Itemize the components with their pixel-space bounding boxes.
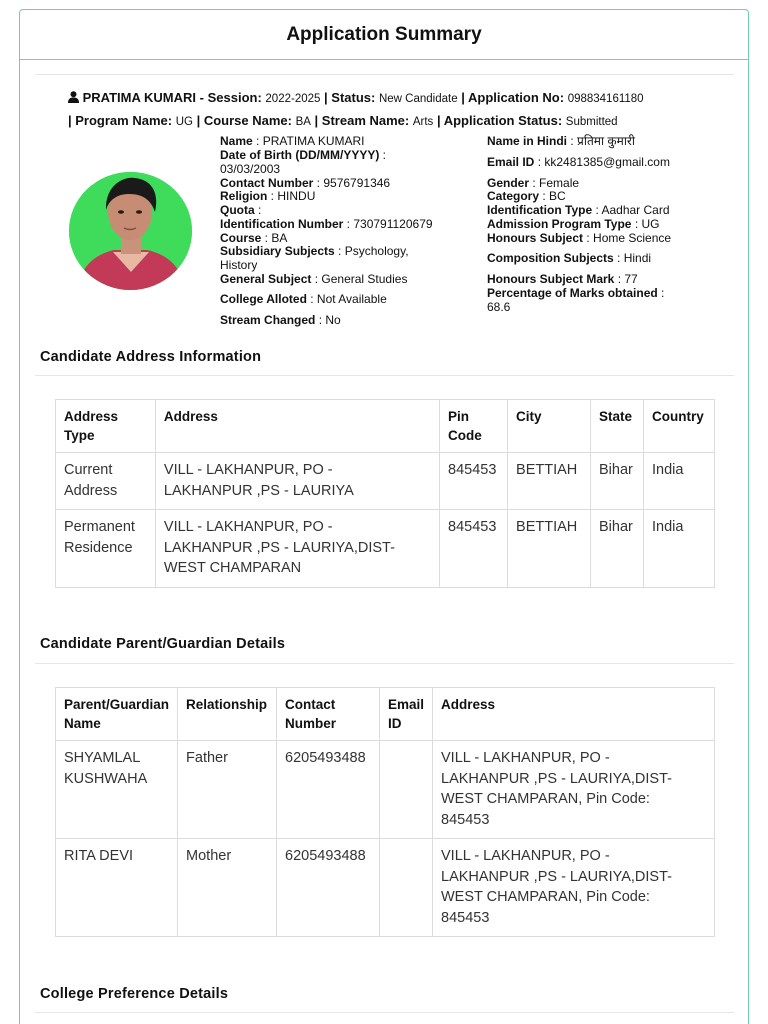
session-value: 2022-2025 — [265, 93, 321, 105]
college-section-title: College Preference Details — [40, 986, 229, 1002]
info-college: College Alloted : Not Available — [220, 292, 387, 306]
info-name: Name : PRATIMA KUMARI — [220, 134, 365, 148]
info-course: Course : BA — [220, 231, 288, 245]
table-row — [56, 510, 715, 588]
cell-relationship: Father — [178, 741, 277, 839]
parent-table — [55, 687, 715, 937]
application-no-label: Application No: — [468, 90, 565, 105]
session-label: Session: — [207, 90, 262, 105]
table-header-row — [56, 400, 715, 453]
cell-address: VILL - LAKHANPUR, PO - LAKHANPUR ,PS - LAURIYA,DIST- WEST CHAMPARAN — [155, 510, 439, 588]
info-composition: Composition Subjects : Hindi — [487, 251, 652, 265]
cell-address: VILL - LAKHANPUR, PO - LAKHANPUR ,PS - LAURIYA — [155, 453, 439, 510]
info-email: Email ID : kk2481385@gmail.com — [487, 155, 670, 169]
info-dob: Date of Birth (DD/MM/YYYY) : 03/03/2003 — [220, 148, 387, 176]
info-religion: Religion : HINDU — [220, 189, 316, 203]
cell-relationship: Mother — [178, 839, 277, 937]
divider — [35, 1012, 734, 1013]
info-percentage: Percentage of Marks obtained : 68.6 — [487, 286, 665, 314]
card-header — [20, 10, 748, 60]
cell-parent-name: RITA DEVI — [56, 839, 178, 937]
col-pin-code: Pin Code — [440, 400, 508, 453]
col-state: State — [591, 400, 644, 453]
cell-pin: 845453 — [440, 510, 508, 588]
col-city: City — [508, 400, 591, 453]
info-honours-mark: Honours Subject Mark : 77 — [487, 272, 638, 286]
cell-email — [379, 741, 432, 839]
info-general-subject: General Subject : General Studies — [220, 272, 408, 286]
info-contact: Contact Number : 9576791346 — [220, 176, 391, 190]
page-title: Application Summary — [286, 23, 482, 45]
address-section-title: Candidate Address Information — [40, 349, 262, 365]
col-relationship: Relationship — [178, 688, 277, 741]
info-name-hindi: Name in Hindi : प्रतिमा कुमारी — [487, 134, 635, 148]
col-email-id: Email ID — [379, 688, 432, 741]
app-status-label: Application Status: — [443, 113, 563, 128]
summary-line-2: | Program Name: UG | Course Name: BA | Stream Name: Arts | Application Status: Submitted — [68, 113, 618, 128]
col-address: Address — [155, 400, 439, 453]
col-country: Country — [643, 400, 714, 453]
cell-address-type: Permanent Residence — [56, 510, 156, 588]
app-status-value: Submitted — [565, 116, 618, 128]
info-category: Category : BC — [487, 189, 566, 203]
info-id-number: Identification Number : 730791120679 — [220, 217, 433, 231]
cell-contact: 6205493488 — [277, 741, 380, 839]
course-value: BA — [295, 116, 311, 128]
table-row — [56, 741, 715, 839]
cell-address-type: Current Address — [56, 453, 156, 510]
info-honours: Honours Subject : Home Science — [487, 231, 672, 245]
cell-parent-name: SHYAMLAL KUSHWAHA — [56, 741, 178, 839]
info-subsidiary: Subsidiary Subjects : Psychology, History — [220, 244, 409, 272]
cell-pin: 845453 — [440, 453, 508, 510]
info-stream-changed: Stream Changed : No — [220, 313, 341, 327]
divider — [35, 74, 734, 75]
status-label: Status: — [331, 90, 376, 105]
cell-city: BETTIAH — [508, 453, 591, 510]
col-address: Address — [433, 688, 715, 741]
cell-contact: 6205493488 — [277, 839, 380, 937]
cell-state: Bihar — [591, 453, 644, 510]
parent-section-title: Candidate Parent/Guardian Details — [40, 636, 286, 652]
col-parent-name: Parent/Guardian Name — [56, 688, 178, 741]
candidate-name: PRATIMA KUMARI — [82, 90, 197, 105]
info-gender: Gender : Female — [487, 176, 580, 190]
user-icon — [68, 91, 79, 103]
summary-line-1: PRATIMA KUMARI - Session: 2022-2025 | Status: New Candidate | Application No: 098834161180 — [68, 90, 644, 105]
stream-value: Arts — [412, 116, 434, 128]
table-row — [56, 839, 715, 937]
cell-city: BETTIAH — [508, 510, 591, 588]
cell-address: VILL - LAKHANPUR, PO - LAKHANPUR ,PS - LAURIYA,DIST- WEST CHAMPARAN, Pin Code: 845453 — [433, 839, 715, 937]
cell-address: VILL - LAKHANPUR, PO - LAKHANPUR ,PS - LAURIYA,DIST- WEST CHAMPARAN, Pin Code: 845453 — [433, 741, 715, 839]
info-id-type: Identification Type : Aadhar Card — [487, 203, 670, 217]
stream-label: Stream Name: — [321, 113, 410, 128]
col-contact-number: Contact Number — [277, 688, 380, 741]
program-label: Program Name: — [75, 113, 173, 128]
cell-email — [379, 839, 432, 937]
application-no-value: 098834161180 — [567, 93, 644, 105]
info-quota: Quota : — [220, 203, 262, 217]
status-value: New Candidate — [378, 93, 458, 105]
table-row — [56, 453, 715, 510]
course-label: Course Name: — [203, 113, 292, 128]
info-admission-type: Admission Program Type : UG — [487, 217, 660, 231]
address-table — [55, 399, 715, 588]
col-address-type: Address Type — [56, 400, 156, 453]
candidate-photo — [69, 172, 192, 290]
left-info-column — [220, 135, 470, 335]
cell-country: India — [643, 510, 714, 588]
divider — [35, 375, 734, 376]
divider — [35, 663, 734, 664]
right-info-column — [487, 135, 727, 320]
cell-country: India — [643, 453, 714, 510]
cell-state: Bihar — [591, 510, 644, 588]
program-value: UG — [175, 116, 193, 128]
table-header-row — [56, 688, 715, 741]
